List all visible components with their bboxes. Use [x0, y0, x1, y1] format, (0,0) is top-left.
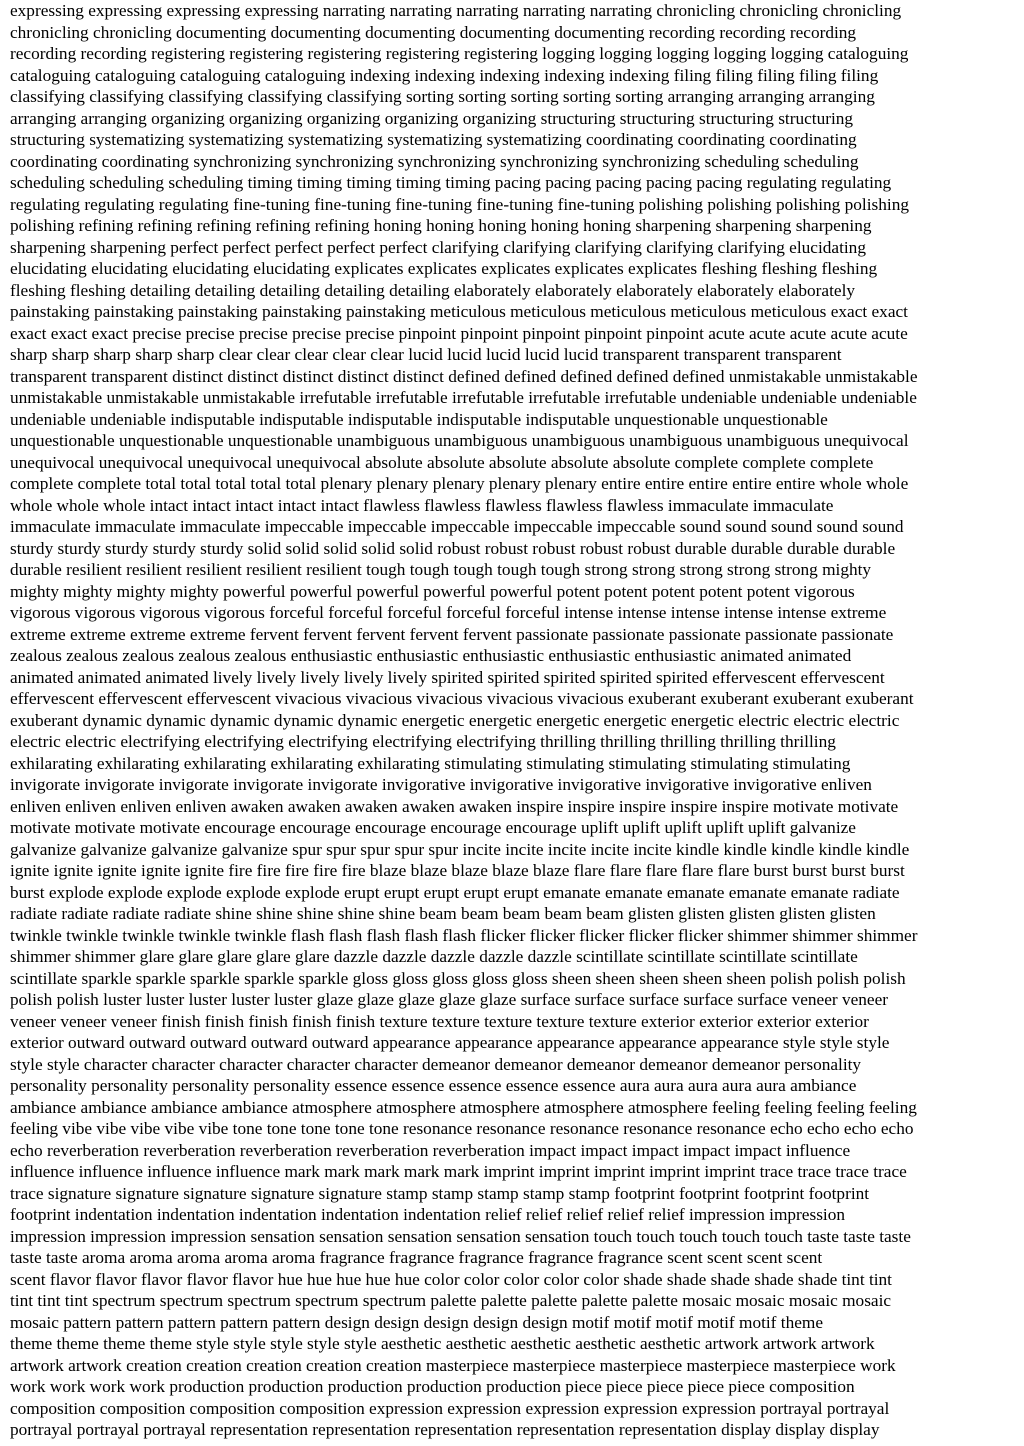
text-line: ambiance ambiance ambiance ambiance atmosphere atmosphere atmosphere atmosphere atmosphere feeling feeling feeling feeling — [10, 1097, 917, 1117]
text-line: recording recording registering registering registering registering registering logging logging logging logging logging cataloguing — [10, 44, 909, 63]
text-line: animated animated animated lively lively lively lively lively spirited spirited spirited spirited spirited effervescent effervescent — [10, 667, 885, 687]
text-line: scent flavor flavor flavor flavor flavor hue hue hue hue hue color color color color color shade shade shade shade shade tint tint — [10, 1269, 892, 1289]
text-line: expressing expressing expressing expressing narrating narrating narrating narrating narrating chronicling chronicling chronicling — [10, 1, 902, 20]
document-body — [10, 0, 1016, 1441]
text-line: complete complete total total total total total plenary plenary plenary plenary plenary entire entire entire entire entire whole whole — [10, 474, 909, 493]
text-line: ignite ignite ignite ignite ignite fire fire fire fire fire blaze blaze blaze blaze blaze flare flare flare flare flare burst burst burst burst — [10, 861, 905, 880]
text-line: twinkle twinkle twinkle twinkle twinkle flash flash flash flash flash flicker flicker flicker flicker flicker shimmer shimmer shimmer — [10, 925, 918, 945]
text-line: arranging arranging organizing organizing organizing organizing organizing structuring structuring structuring structuring — [10, 108, 854, 128]
text-line: impression impression impression sensation sensation sensation sensation sensation touch touch touch touch touch taste taste taste — [10, 1226, 911, 1246]
text-line: mighty mighty mighty mighty powerful powerful powerful powerful powerful potent potent potent potent potent vigorous — [10, 581, 855, 601]
text-line: sharpening sharpening perfect perfect perfect perfect perfect clarifying clarifying clarifying clarifying clarifying elucidating — [10, 237, 866, 257]
text-line: artwork artwork creation creation creation creation creation masterpiece masterpiece masterpiece masterpiece masterpiece work — [10, 1355, 896, 1375]
text-line: tint tint tint spectrum spectrum spectrum spectrum spectrum palette palette palette palette palette mosaic mosaic mosaic mosaic — [10, 1291, 892, 1310]
text-line: taste taste aroma aroma aroma aroma aroma fragrance fragrance fragrance fragrance fragrance scent scent scent scent — [10, 1248, 823, 1267]
text-line: extreme extreme extreme extreme fervent fervent fervent fervent fervent passionate passionate passionate passionate passionate — [10, 624, 894, 644]
text-line: immaculate immaculate immaculate impeccable impeccable impeccable impeccable impeccable sound sound sound sound sound — [10, 517, 904, 536]
text-line: coordinating coordinating synchronizing synchronizing synchronizing synchronizing synchronizing scheduling scheduling — [10, 151, 859, 171]
text-line: sharp sharp sharp sharp sharp clear clear clear clear clear lucid lucid lucid lucid lucid transparent transparent transparent — [10, 345, 842, 364]
text-line: fleshing fleshing detailing detailing detailing detailing detailing elaborately elaborately elaborately elaborately elaborately — [10, 280, 856, 300]
text-line: exhilarating exhilarating exhilarating exhilarating exhilarating stimulating stimulating stimulating stimulating stimulating — [10, 753, 851, 773]
text-line: motivate motivate motivate encourage encourage encourage encourage encourage uplift uplift uplift uplift uplift galvanize — [10, 818, 856, 837]
text-line: exterior outward outward outward outward outward appearance appearance appearance appearance appearance style style style — [10, 1033, 890, 1052]
text-line: composition composition composition composition expression expression expression expression expression portrayal portrayal — [10, 1398, 890, 1418]
text-line: transparent transparent distinct distinct distinct distinct distinct defined defined defined defined defined unmistakable unmistakable — [10, 366, 918, 386]
text-line: galvanize galvanize galvanize galvanize spur spur spur spur spur incite incite incite incite incite kindle kindle kindle kindle kindle — [10, 839, 910, 859]
text-line: style style character character character character character demeanor demeanor demeanor demeanor demeanor personality — [10, 1054, 862, 1074]
text-line: zealous zealous zealous zealous zealous enthusiastic enthusiastic enthusiastic enthusiastic enthusiastic animated animated — [10, 646, 852, 665]
text-line: regulating regulating regulating fine-tuning fine-tuning fine-tuning fine-tuning fine-tuning polishing polishing polishing polishing — [10, 194, 909, 214]
text-line: radiate radiate radiate radiate shine shine shine shine shine beam beam beam beam beam glisten glisten glisten glisten glisten — [10, 904, 876, 923]
text-line: unmistakable unmistakable unmistakable irrefutable irrefutable irrefutable irrefutable irrefutable undeniable undeniable undeniable — [10, 388, 917, 407]
text-line: echo reverberation reverberation reverberation reverberation reverberation impact impact impact impact impact influence — [10, 1140, 851, 1160]
text-line: portrayal portrayal portrayal representation representation representation representation representation display display display — [10, 1420, 880, 1439]
text-line: whole whole whole intact intact intact intact intact flawless flawless flawless flawless flawless immaculate immaculate — [10, 495, 834, 515]
text-line: influence influence influence influence mark mark mark mark mark imprint imprint imprint imprint imprint trace trace trace trace — [10, 1162, 907, 1181]
text-line: scintillate sparkle sparkle sparkle sparkle sparkle gloss gloss gloss gloss gloss sheen sheen sheen sheen sheen polish polish polish — [10, 968, 906, 988]
text-line: elucidating elucidating elucidating elucidating explicates explicates explicates explicates explicates fleshing fleshing fleshing — [10, 259, 878, 278]
text-line: classifying classifying classifying classifying classifying sorting sorting sorting sorting sorting arranging arranging arranging — [10, 87, 875, 106]
text-line: durable resilient resilient resilient resilient resilient tough tough tough tough tough strong strong strong strong strong mighty — [10, 560, 872, 579]
text-line: exuberant dynamic dynamic dynamic dynamic dynamic energetic energetic energetic energetic energetic electric electric electric — [10, 710, 900, 730]
text-line: work work work work production production production production production piece piece piece piece piece composition — [10, 1377, 855, 1396]
text-line: theme theme theme theme style style style style style aesthetic aesthetic aesthetic aesthetic aesthetic artwork artwork artwork — [10, 1334, 875, 1353]
text-line: unquestionable unquestionable unquestionable unambiguous unambiguous unambiguous unambiguous unambiguous unequivocal — [10, 431, 909, 450]
text-line: exact exact exact precise precise precise precise precise pinpoint pinpoint pinpoint pinpoint pinpoint acute acute acute acute acute — [10, 323, 908, 343]
text-line: enliven enliven enliven enliven awaken awaken awaken awaken awaken inspire inspire inspire inspire inspire motivate motivate — [10, 796, 899, 816]
text-line: electric electric electrifying electrifying electrifying electrifying electrifying thrilling thrilling thrilling thrilling thrilling — [10, 732, 836, 751]
text-line: invigorate invigorate invigorate invigorate invigorate invigorative invigorative invigorative invigorative invigorative enliven — [10, 775, 872, 794]
text-line: burst explode explode explode explode explode erupt erupt erupt erupt erupt emanate emanate emanate emanate emanate radiate — [10, 882, 900, 902]
text-line: effervescent effervescent effervescent vivacious vivacious vivacious vivacious vivacious exuberant exuberant exuberant exuberant — [10, 689, 914, 708]
text-line: painstaking painstaking painstaking painstaking painstaking meticulous meticulous meticulous meticulous meticulous exact exact — [10, 302, 908, 321]
text-line: polish polish luster luster luster luster luster glaze glaze glaze glaze glaze surface surface surface surface surface veneer veneer — [10, 990, 889, 1009]
text-line: structuring systematizing systematizing systematizing systematizing systematizing coordinating coordinating coordinating — [10, 130, 857, 149]
text-line: trace signature signature signature signature signature stamp stamp stamp stamp stamp footprint footprint footprint footprint — [10, 1183, 870, 1203]
text-line: unequivocal unequivocal unequivocal unequivocal absolute absolute absolute absolute absolute complete complete complete — [10, 452, 874, 472]
text-line: scheduling scheduling scheduling timing timing timing timing timing pacing pacing pacing pacing pacing regulating regulating — [10, 173, 892, 192]
text-line: polishing refining refining refining refining refining honing honing honing honing honing sharpening sharpening sharpening — [10, 216, 872, 235]
text-line: sturdy sturdy sturdy sturdy sturdy solid solid solid solid solid robust robust robust robust robust durable durable durable durable — [10, 538, 896, 558]
text-line: veneer veneer veneer finish finish finish finish finish texture texture texture texture texture exterior exterior exterior exterior — [10, 1011, 869, 1031]
text-line: cataloguing cataloguing cataloguing cataloguing indexing indexing indexing indexing indexing filing filing filing filing filing — [10, 65, 879, 85]
text-line: chronicling chronicling documenting documenting documenting documenting documenting recording recording recording — [10, 22, 857, 42]
text-line: shimmer shimmer glare glare glare glare glare dazzle dazzle dazzle dazzle dazzle scintillate scintillate scintillate scintillate — [10, 947, 858, 966]
text-line: mosaic pattern pattern pattern pattern pattern design design design design design motif motif motif motif motif theme — [10, 1312, 823, 1332]
text-line: footprint indentation indentation indentation indentation indentation relief relief relief relief relief impression impression — [10, 1205, 846, 1224]
text-line: personality personality personality personality essence essence essence essence essence aura aura aura aura aura ambiance — [10, 1076, 857, 1095]
text-line: vigorous vigorous vigorous vigorous forceful forceful forceful forceful forceful intense intense intense intense intense extreme — [10, 603, 887, 622]
text-line: undeniable undeniable indisputable indisputable indisputable indisputable indisputable unquestionable unquestionable — [10, 409, 828, 429]
text-line: feeling vibe vibe vibe vibe vibe tone tone tone tone tone resonance resonance resonance resonance resonance echo echo echo echo — [10, 1119, 914, 1138]
